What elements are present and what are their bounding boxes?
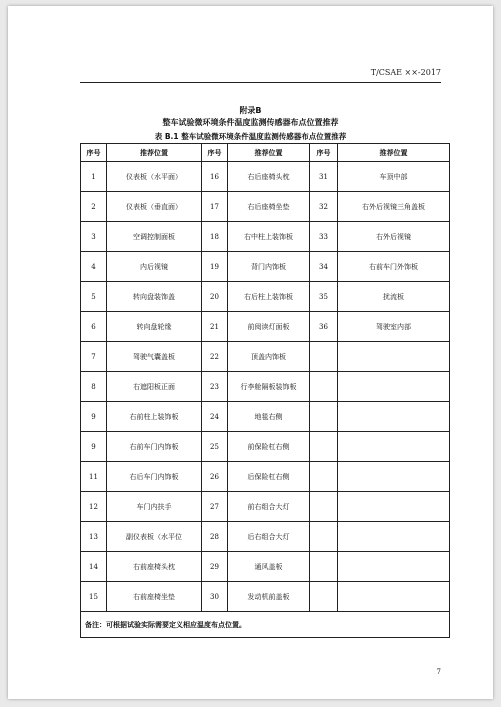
- header-position-3: 推荐位置: [338, 144, 450, 162]
- cell-index-2: 20: [202, 282, 228, 312]
- cell-position-3: [338, 372, 450, 402]
- cell-index-1: 3: [81, 222, 107, 252]
- cell-index-3: [310, 402, 338, 432]
- table-row: [81, 342, 450, 372]
- cell-position-3: [338, 522, 450, 552]
- table-row: [81, 432, 450, 462]
- cell-index-3: 36: [310, 312, 338, 342]
- cell-position-1: 右前车门内饰板: [107, 432, 202, 462]
- appendix-label: 附录B: [239, 106, 262, 115]
- table-caption: 表 B.1 整车试验微环境条件温度监测传感器布点位置推荐: [154, 132, 347, 141]
- table-row: [81, 402, 450, 432]
- cell-index-1: 9: [81, 432, 107, 462]
- cell-position-2: 右后座椅头枕: [228, 162, 310, 192]
- cell-position-2: 前右组合大灯: [228, 492, 310, 522]
- cell-index-1: 4: [81, 252, 107, 282]
- cell-position-1: 内后视镜: [107, 252, 202, 282]
- cell-position-2: 通风盖板: [228, 552, 310, 582]
- standard-code: T/CSAE ××-2017: [370, 68, 441, 77]
- table-row: [81, 372, 450, 402]
- cell-index-3: [310, 462, 338, 492]
- cell-position-2: 前保险杠右侧: [228, 432, 310, 462]
- header-index-3: 序号: [310, 144, 338, 162]
- cell-position-1: 驾驶气囊盖板: [107, 342, 202, 372]
- header-rule: [80, 82, 441, 83]
- table-row: [81, 162, 450, 192]
- cell-index-2: 16: [202, 162, 228, 192]
- document-page: [8, 6, 493, 699]
- cell-index-1: 13: [81, 522, 107, 552]
- cell-index-1: 15: [81, 582, 107, 612]
- cell-index-3: [310, 492, 338, 522]
- cell-position-1: 右遮阳板正面: [107, 372, 202, 402]
- cell-position-2: 后右组合大灯: [228, 522, 310, 552]
- cell-index-1: 7: [81, 342, 107, 372]
- table-row: [81, 552, 450, 582]
- table-row: [81, 462, 450, 492]
- cell-index-3: 34: [310, 252, 338, 282]
- table-row: [81, 492, 450, 522]
- cell-position-2: 行李舱隔板装饰板: [228, 372, 310, 402]
- cell-position-3: [338, 582, 450, 612]
- cell-index-1: 14: [81, 552, 107, 582]
- cell-index-1: 8: [81, 372, 107, 402]
- cell-position-3: 右外后视镜三角盖板: [338, 192, 450, 222]
- cell-index-3: 31: [310, 162, 338, 192]
- cell-index-2: 28: [202, 522, 228, 552]
- cell-position-1: 右前座椅头枕: [107, 552, 202, 582]
- cell-index-2: 25: [202, 432, 228, 462]
- cell-position-1: 副仪表板（水平位: [107, 522, 202, 552]
- header-position-1: 推荐位置: [107, 144, 202, 162]
- cell-position-3: [338, 342, 450, 372]
- cell-position-2: 右后柱上装饰板: [228, 282, 310, 312]
- cell-position-2: 右后座椅坐垫: [228, 192, 310, 222]
- cell-index-2: 26: [202, 462, 228, 492]
- cell-position-1: 空调控制面板: [107, 222, 202, 252]
- cell-position-1: 右前座椅坐垫: [107, 582, 202, 612]
- cell-index-2: 24: [202, 402, 228, 432]
- cell-position-1: 右前柱上装饰板: [107, 402, 202, 432]
- cell-position-2: 前阅读灯面板: [228, 312, 310, 342]
- table-row: [81, 522, 450, 552]
- cell-position-2: 地毯右侧: [228, 402, 310, 432]
- table-note-row: [81, 612, 450, 638]
- cell-position-1: 转向盘装饰盖: [107, 282, 202, 312]
- cell-index-2: 17: [202, 192, 228, 222]
- cell-index-1: 9: [81, 402, 107, 432]
- cell-position-3: [338, 402, 450, 432]
- cell-index-2: 29: [202, 552, 228, 582]
- cell-position-3: 右外后视镜: [338, 222, 450, 252]
- cell-position-3: 驾驶室内部: [338, 312, 450, 342]
- cell-position-1: 转向盘轮缘: [107, 312, 202, 342]
- table-header-row: [81, 144, 450, 162]
- cell-index-2: 27: [202, 492, 228, 522]
- cell-position-1: 右后车门内饰板: [107, 462, 202, 492]
- cell-position-3: 扰流板: [338, 282, 450, 312]
- cell-index-2: 21: [202, 312, 228, 342]
- cell-index-2: 19: [202, 252, 228, 282]
- cell-position-2: 发动机前盖板: [228, 582, 310, 612]
- cell-position-3: [338, 432, 450, 462]
- cell-position-2: 右中柱上装饰板: [228, 222, 310, 252]
- cell-index-2: 23: [202, 372, 228, 402]
- cell-index-3: 33: [310, 222, 338, 252]
- cell-position-1: 仪表板（水平面）: [107, 162, 202, 192]
- cell-position-3: [338, 492, 450, 522]
- header-index-2: 序号: [202, 144, 228, 162]
- cell-index-2: 22: [202, 342, 228, 372]
- table-row: [81, 192, 450, 222]
- cell-index-3: [310, 342, 338, 372]
- cell-index-3: [310, 552, 338, 582]
- cell-index-2: 30: [202, 582, 228, 612]
- cell-position-2: 背门内饰板: [228, 252, 310, 282]
- cell-index-3: [310, 432, 338, 462]
- cell-position-3: [338, 462, 450, 492]
- cell-index-3: [310, 582, 338, 612]
- table-note: 备注：可根据试验实际需要定义相应温度布点位置。: [81, 612, 450, 638]
- cell-index-3: 35: [310, 282, 338, 312]
- cell-index-1: 5: [81, 282, 107, 312]
- table-row: [81, 312, 450, 342]
- table-row: [81, 252, 450, 282]
- cell-position-1: 仪表板（垂直面）: [107, 192, 202, 222]
- cell-index-1: 11: [81, 462, 107, 492]
- cell-index-3: [310, 372, 338, 402]
- cell-position-3: [338, 552, 450, 582]
- appendix-title: 整车试验微环境条件温度监测传感器布点位置推荐: [162, 118, 339, 127]
- cell-position-3: 车顶中部: [338, 162, 450, 192]
- table-row: [81, 222, 450, 252]
- cell-position-3: 右前车门外饰板: [338, 252, 450, 282]
- cell-index-3: 32: [310, 192, 338, 222]
- sensor-position-table: [80, 143, 450, 638]
- table-row: [81, 282, 450, 312]
- cell-index-2: 18: [202, 222, 228, 252]
- cell-index-1: 6: [81, 312, 107, 342]
- header-position-2: 推荐位置: [228, 144, 310, 162]
- table-row: [81, 582, 450, 612]
- cell-position-2: 顶盖内饰板: [228, 342, 310, 372]
- page-number: 7: [436, 668, 441, 676]
- header-index-1: 序号: [81, 144, 107, 162]
- cell-position-1: 车门内扶手: [107, 492, 202, 522]
- cell-index-1: 2: [81, 192, 107, 222]
- cell-index-1: 1: [81, 162, 107, 192]
- cell-index-3: [310, 522, 338, 552]
- cell-position-2: 后保险杠右侧: [228, 462, 310, 492]
- cell-index-1: 12: [81, 492, 107, 522]
